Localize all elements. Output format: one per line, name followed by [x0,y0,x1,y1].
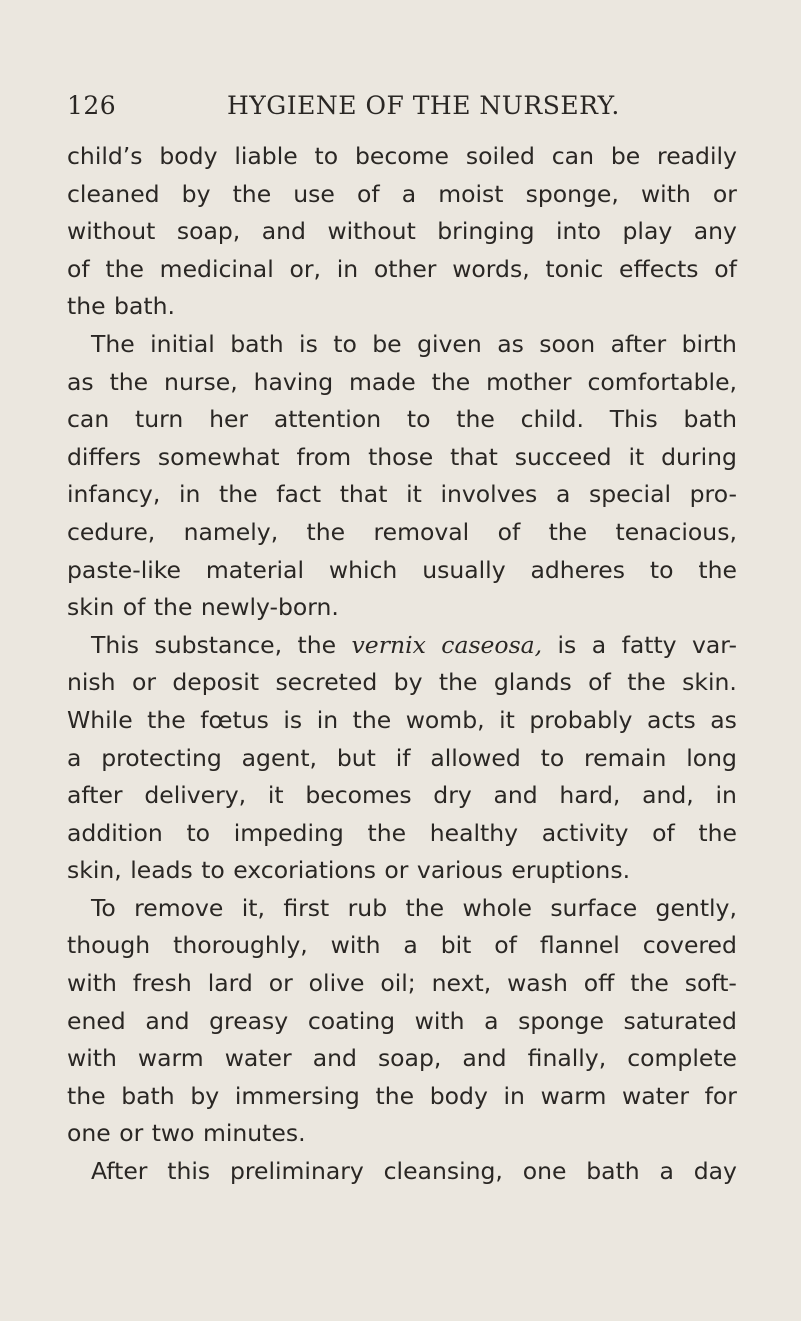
word: by [181,179,211,208]
italic-term: vernix [351,630,426,659]
word: the [438,668,478,697]
word: remain [584,743,667,772]
word: made [349,367,416,396]
word: be [610,142,641,170]
text-line [67,852,737,890]
word: skin. [682,668,737,697]
text-line [67,1040,737,1078]
word: next, [431,969,492,998]
word: of [497,517,521,546]
running-title: HYGIENE OF THE NURSERY. [227,91,620,120]
word: the [297,630,337,659]
text-line [67,326,737,364]
word: the [232,179,272,208]
word: bath [586,1157,640,1186]
word: coating [307,1006,396,1035]
word: initial [150,329,215,358]
text-line [67,589,737,627]
word: in [336,254,359,283]
word: body [159,142,218,170]
word: var- [692,630,737,659]
word: the [630,969,669,998]
word: olive [308,969,365,998]
word: sponge, [525,179,619,208]
word: mother [486,367,572,396]
word: and [462,1044,507,1073]
word: a [555,480,571,509]
word: or [268,969,293,998]
word: or [131,668,156,697]
word: tonic [545,254,604,283]
word: to [333,329,357,358]
text-line [67,627,737,665]
word: tenacious, [615,517,737,546]
word: succeed [514,442,612,471]
word: leads [130,856,193,885]
word: or [384,856,409,885]
word: remove [134,893,224,922]
word: long [686,743,737,772]
word: the [375,1081,415,1110]
word: addition [67,818,163,847]
word: words, [452,254,530,283]
word: and [493,781,538,810]
text-line [67,777,737,815]
word: medicinal [159,254,274,283]
word: and, [642,781,694,810]
word: of [122,593,146,622]
word: greasy [209,1006,289,1035]
word: after [610,329,667,358]
word: if [395,743,411,772]
word: soap, [377,1044,442,1073]
word: attention [273,405,382,434]
word: though [67,931,151,960]
word: eruptions. [511,856,631,885]
word: paste-like [67,555,182,584]
word: those [368,442,434,471]
text-line [67,965,737,1003]
word: bath [683,405,737,434]
word: it [628,442,645,471]
word: preliminary [229,1157,364,1186]
word: bringing [437,217,535,246]
word: dry [433,781,472,810]
paragraph [67,138,737,326]
word: nish [67,668,116,697]
word: hard, [559,781,621,810]
word: a [591,630,607,659]
word: warm [137,1044,204,1073]
word: material [205,555,304,584]
word: a [403,931,418,960]
text-line [67,401,737,439]
word: fresh [132,969,192,998]
word: activity [541,818,629,847]
word: in [178,480,201,509]
word: liable [234,142,298,170]
word: is [299,329,318,358]
word: one [67,1119,111,1148]
word: the [67,1081,106,1110]
word: ened [67,1006,126,1035]
word: differs [67,442,141,471]
text-line [67,740,737,778]
word: protecting [101,743,222,772]
word: of [714,254,737,283]
word: This [609,405,658,434]
word: the [548,517,588,546]
word: newly-born. [200,593,339,622]
text-line [67,288,737,326]
word: as [497,329,524,358]
word: fœtus [200,705,269,734]
word: a [401,179,417,208]
word: comfortable, [587,367,737,396]
word: child. [520,405,584,434]
word: during [661,442,737,471]
word: substance, [154,630,283,659]
word: finally, [527,1044,607,1073]
word: the [352,705,392,734]
word: with [67,1044,117,1073]
word: as [710,705,737,734]
word: covered [642,931,737,960]
word: into [556,217,602,246]
word: to [186,818,211,847]
word: with [640,179,691,208]
word: it [267,781,284,810]
word: This [91,630,140,659]
word: the [306,517,346,546]
word: oil; [380,969,416,998]
word: body [429,1081,488,1110]
text-line [67,1003,737,1041]
word: having [253,367,334,396]
word: day [693,1157,737,1186]
word: to [540,743,565,772]
word: readily [657,142,737,170]
word: bath [121,1081,175,1110]
word: of [67,254,90,283]
page-number: 126 [67,91,117,120]
word: nurse, [164,367,238,396]
word: The [91,329,135,358]
word: of [356,179,380,208]
word: can [551,142,594,170]
word: water [224,1044,292,1073]
word: to [314,142,339,170]
word: birth [681,329,737,358]
word: rub [347,893,388,922]
paragraph [67,326,737,627]
word: in [316,705,339,734]
word: saturated [623,1006,737,1035]
word: sponge [518,1006,604,1035]
word: the [456,405,495,434]
word: of [652,818,675,847]
word: glands [493,668,572,697]
word: use [293,179,335,208]
word: first [283,893,330,922]
word: usually [422,555,506,584]
word: removal [373,517,470,546]
word: the [405,893,445,922]
text-line [67,1153,737,1191]
word: which [328,555,398,584]
word: the [109,367,149,396]
word: fatty [621,630,677,659]
word: soiled [465,142,535,170]
word: or, [289,254,321,283]
word: can [67,405,110,434]
paragraph [67,627,737,890]
word: with [67,969,117,998]
text-line [67,213,737,251]
word: of [494,931,517,960]
word: impeding [233,818,344,847]
italic-term: caseosa, [441,630,543,659]
word: her [209,405,249,434]
word: complete [627,1044,737,1073]
word: and [145,1006,190,1035]
word: involves [440,480,538,509]
word: deposit [172,668,260,697]
word: skin [67,593,115,622]
word: surface [550,893,638,922]
word: to [649,555,674,584]
word: become [354,142,450,170]
word: delivery, [144,781,247,810]
text-line [67,890,737,928]
word: excoriations [233,856,376,885]
word: play [622,217,673,246]
word: with [414,1006,465,1035]
word: by [393,668,423,697]
text-line [67,364,737,402]
word: without [67,217,156,246]
word: is [557,630,577,659]
word: from [296,442,352,471]
word: to [201,856,225,885]
word: soon [539,329,596,358]
word: that [450,442,498,471]
word: off [583,969,615,998]
word: other [373,254,437,283]
word: moist [438,179,504,208]
word: immersing [234,1081,360,1110]
word: be [372,329,402,358]
word: with [330,931,381,960]
word: and [261,217,306,246]
text-line [67,552,737,590]
word: pro- [689,480,737,509]
word: acts [646,705,696,734]
word: agent, [241,743,318,772]
text-line [67,1115,737,1153]
text-line [67,664,737,702]
text-line [67,702,737,740]
word: somewhat [157,442,280,471]
word: secreted [275,668,378,697]
word: that [339,480,388,509]
word: water [622,1081,689,1110]
word: lard [207,969,253,998]
word: the [698,818,737,847]
word: the [105,254,144,283]
word: bit [440,931,472,960]
word: the [219,480,258,509]
word: flannel [539,931,620,960]
word: becomes [305,781,412,810]
word: wash [507,969,568,998]
word: but [336,743,376,772]
word: allowed [430,743,521,772]
word: after [67,781,123,810]
word: cleansing, [383,1157,503,1186]
word: for [704,1081,737,1110]
word: whole [462,893,532,922]
text-line [67,815,737,853]
word: the [367,818,407,847]
word: fact [276,480,322,509]
word: skin, [67,856,122,885]
word: infancy, [67,480,161,509]
word: minutes. [202,1119,306,1148]
word: it, [241,893,265,922]
word: the [153,593,193,622]
word: this [167,1157,211,1186]
text-line [67,176,737,214]
word: given [417,329,482,358]
word: namely, [183,517,279,546]
word: While [67,705,133,734]
word: and [312,1044,357,1073]
text-line [67,927,737,965]
word: two [151,1119,195,1148]
word: soap, [176,217,241,246]
word: one [522,1157,567,1186]
running-head [67,88,737,124]
word: of [588,668,611,697]
word: effects [619,254,699,283]
word: To [91,893,116,922]
word: by [190,1081,220,1110]
word: bath [230,329,284,358]
word: the [147,705,186,734]
word: a [659,1157,674,1186]
word: in [715,781,737,810]
word: thoroughly, [173,931,308,960]
word: any [693,217,737,246]
text-line [67,514,737,552]
word: the [698,555,737,584]
word: it [406,480,422,509]
paragraph [67,890,737,1153]
paragraph [67,1153,737,1191]
word: adheres [530,555,626,584]
text-line [67,1078,737,1116]
word: to [406,405,431,434]
word: various [416,856,503,885]
word: or [712,179,737,208]
word: the [627,668,666,697]
word: as [67,367,94,396]
word: womb, [405,705,485,734]
word: soft- [684,969,737,998]
word: bath. [114,292,175,321]
body-text [67,138,737,1191]
word: without [327,217,416,246]
word: turn [135,405,184,434]
text-line [67,476,737,514]
text-line [67,439,737,477]
word: a [484,1006,499,1035]
word: the [67,292,106,321]
word: child’s [67,142,143,170]
text-line [67,138,737,176]
word: special [589,480,671,509]
word: cleaned [67,179,160,208]
text-line [67,251,737,289]
word: or [119,1119,144,1148]
word: a [67,743,82,772]
word: After [91,1157,148,1186]
word: in [503,1081,525,1110]
word: probably [529,705,633,734]
word: is [283,705,303,734]
word: it [499,705,515,734]
word: warm [540,1081,607,1110]
word: healthy [429,818,519,847]
word: cedure, [67,517,156,546]
word: the [431,367,471,396]
word: gently, [655,893,737,922]
